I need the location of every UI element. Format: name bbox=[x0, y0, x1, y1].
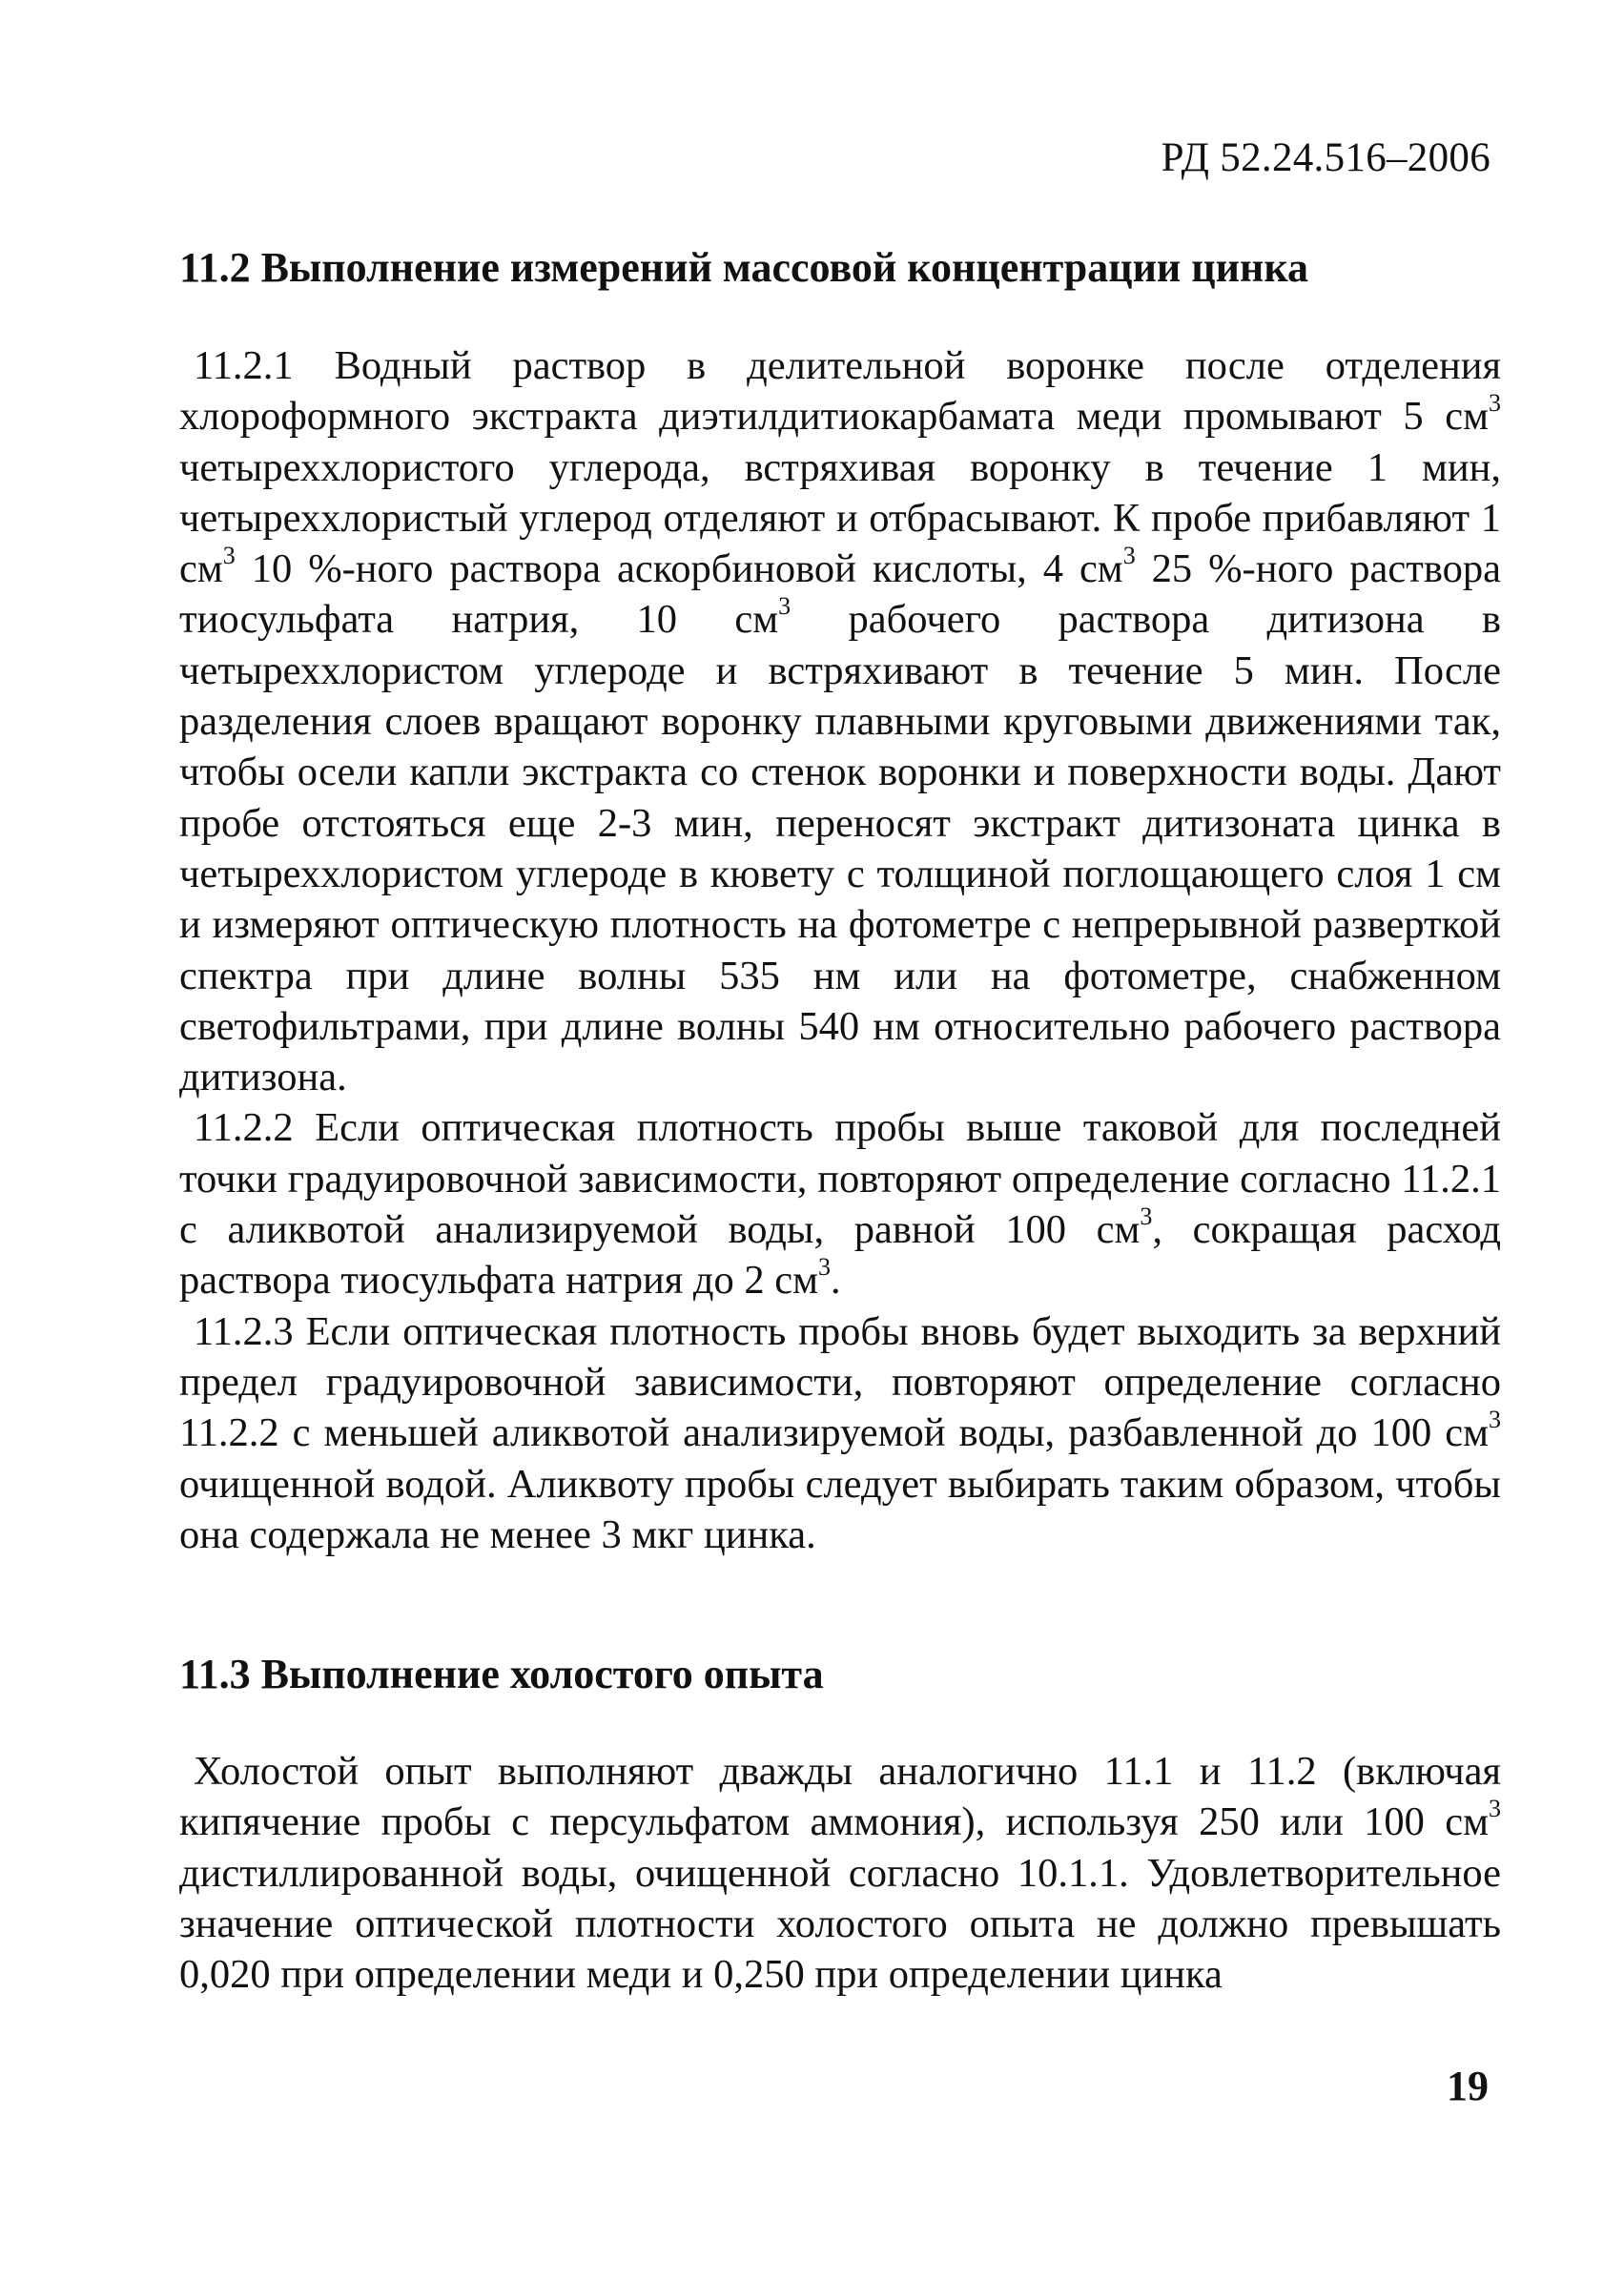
text-run: рабочего раствора дитизона в четыреххлористом углероде и встряхивают в течение 5 мин. После разделения слоев вращают воронку плавными круговыми движениями так, чтобы осели капли экстракта со стенок воронки и поверхности воды. Дают пробе отстояться еще 2-3 мин, переносят экстракт дитизоната цинка в четыреххлористом углероде в кювету с толщиной поглощающего слоя 1 см и измеряют оптическую плотность на фотометре с непрерывной разверткой спектра при длине волны 535 нм или на фотометре, снабженном светофильтрами, при длине волны 540 нм относительно рабочего раствора дитизона. bbox=[179, 597, 1501, 1100]
section-body-11-3 bbox=[179, 1746, 1501, 2000]
text-run: четыреххлористого углерода, встряхивая воронку в течение 1 мин, четыреххлористый углерод отделяют и отбрасывают. К пробе прибавляют 1 см bbox=[179, 444, 1501, 592]
text-run: 25 %-ного раствора тиосульфата натрия, 10 см bbox=[179, 546, 1501, 643]
superscript: 3 bbox=[778, 592, 791, 621]
text-run: 11.2.1 Водный раствор в делительной воронке после отделения хлороформного экстракта диэтилдитиокарбамата меди промывают 5 см bbox=[179, 343, 1501, 440]
page-number: 19 bbox=[1447, 2063, 1489, 2109]
text-run: 11.2.3 Если оптическая плотность пробы вновь будет выходить за верхний предел градуировочной зависимости, повторяют определение согласно 11.2.2 с меньшей аликвотой анализируемой воды, разбавленной до 100 см bbox=[179, 1308, 1501, 1456]
superscript: 3 bbox=[222, 542, 236, 570]
text-run: , сокращая расход раствора тиосульфата натрия до 2 см bbox=[179, 1207, 1502, 1304]
section-heading-11-2: 11.2 Выполнение измерений массовой концентрации цинка bbox=[179, 244, 1309, 291]
text-run: 11.2.2 Если оптическая плотность пробы выше таковой для последней точки градуировочной зависимости, повторяют определение согласно 11.2.1 с аликвотой анализируемой воды, равной 100 см bbox=[179, 1105, 1501, 1253]
section-body-11-2 bbox=[179, 340, 1501, 1560]
superscript: 3 bbox=[1489, 1406, 1501, 1434]
text-run: дистиллированной воды, очищенной согласно 10.1.1. Удовлетворительное значение оптической плотности холостого опыта не должно превышать 0,020 при определении меди и 0,250 при определении цинка bbox=[179, 1850, 1501, 1998]
paragraph-11-2-1 bbox=[179, 340, 1501, 1102]
text-run: 10 %-ного раствора аскорбиновой кислоты, 4 см bbox=[235, 546, 1123, 592]
superscript: 3 bbox=[1489, 389, 1501, 418]
superscript: 3 bbox=[1489, 1795, 1501, 1823]
paragraph-11-3-1 bbox=[179, 1746, 1501, 2000]
section-heading-11-3: 11.3 Выполнение холостого опыта bbox=[179, 1651, 824, 1697]
superscript: 3 bbox=[1140, 1202, 1153, 1230]
document-code-header: РД 52.24.516–2006 bbox=[1161, 135, 1490, 180]
text-run: Холостой опыт выполняют дважды аналогично 11.1 и 11.2 (включая кипячение пробы с персульфатом аммония), используя 250 или 100 см bbox=[179, 1749, 1501, 1845]
superscript: 3 bbox=[818, 1253, 831, 1282]
paragraph-11-2-3 bbox=[179, 1306, 1501, 1560]
paragraph-11-2-2 bbox=[179, 1102, 1501, 1305]
text-run: очищенной водой. Аликвоту пробы следует выбирать таким образом, чтобы она содержала не менее 3 мкг цинка. bbox=[179, 1461, 1501, 1557]
superscript: 3 bbox=[1122, 542, 1136, 570]
text-run: . bbox=[831, 1258, 841, 1304]
